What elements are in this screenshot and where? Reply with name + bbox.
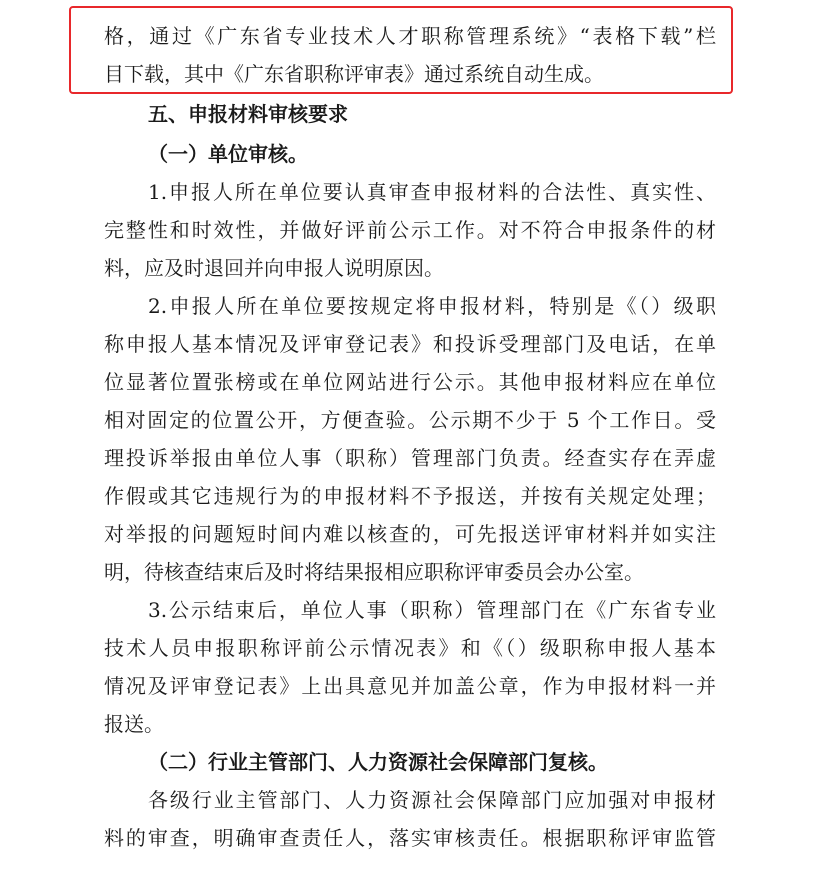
para2-line-5: 理投诉举报由单位人事（职称）管理部门负责。经查实存在弄虚 — [104, 446, 716, 470]
para2-line-4: 相对固定的位置公开，方便查验。公示期不少于 5 个工作日。受 — [104, 408, 716, 432]
para3-line-4: 报送。 — [104, 712, 164, 736]
para2-line-6: 作假或其它违规行为的申报材料不予报送，并按有关规定处理； — [104, 484, 716, 508]
para4-line-1: 各级行业主管部门、人力资源社会保障部门应加强对申报材 — [148, 788, 716, 812]
highlight-line-1: 格，通过《广东省专业技术人才职称管理系统》“表格下载”栏 — [104, 24, 716, 48]
para4-line-2: 料的审查，明确审查责任人，落实审核责任。根据职称评审监管 — [104, 826, 716, 850]
para3-line-2: 技术人员申报职称评前公示情况表》和《（）级职称申报人基本 — [104, 636, 716, 660]
para3-line-1: 3.公示结束后，单位人事（职称）管理部门在《广东省专业 — [148, 598, 716, 622]
para2-line-1: 2.申报人所在单位要按规定将申报材料，特别是《（）级职 — [148, 294, 716, 318]
section-five-heading: 五、申报材料审核要求 — [148, 102, 348, 126]
para2-line-7: 对举报的问题短时间内难以核查的，可先报送评审材料并如实注 — [104, 522, 716, 546]
para2-line-3: 位显著位置张榜或在单位网站进行公示。其他申报材料应在单位 — [104, 370, 716, 394]
para1-line-3: 料，应及时退回并向申报人说明原因。 — [104, 256, 444, 280]
para2-line-2: 称申报人基本情况及评审登记表》和投诉受理部门及电话，在单 — [104, 332, 716, 356]
para1-line-2: 完整性和时效性，并做好评前公示工作。对不符合申报条件的材 — [104, 218, 716, 242]
subsection-two-heading: （二）行业主管部门、人力资源社会保障部门复核。 — [148, 750, 608, 774]
para2-line-8: 明，待核查结束后及时将结果报相应职称评审委员会办公室。 — [104, 560, 644, 584]
para3-line-3: 情况及评审登记表》上出具意见并加盖公章，作为申报材料一并 — [104, 674, 716, 698]
subsection-one-heading: （一）单位审核。 — [148, 142, 308, 166]
para1-line-1: 1.申报人所在单位要认真审查申报材料的合法性、真实性、 — [148, 180, 716, 204]
highlight-line-2: 目下载，其中《广东省职称评审表》通过系统自动生成。 — [104, 62, 604, 86]
